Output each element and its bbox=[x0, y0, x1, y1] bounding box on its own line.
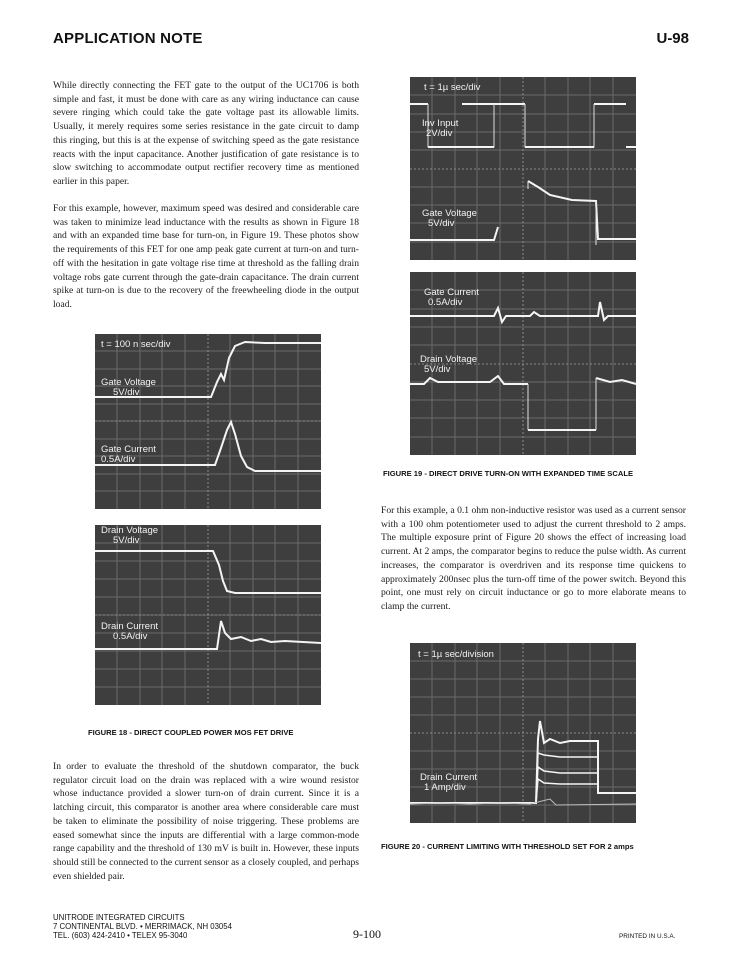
footer-address: 7 CONTINENTAL BLVD. • MERRIMACK, NH 03054 bbox=[53, 921, 232, 931]
paragraph-gate-connection: While directly connecting the FET gate to the output of the UC1706 is both simple and fast, it must be done with care as any wiring inductance can cause severe ringing which could take the gate voltage past its allowable limits. Usually, it merely requires some series resistance in the gate circuit to damp this ringing, but this is at the expense of switching speed as the gate resistance reacts with the input capacitance. Another justification of gate resistance is to slow switching to accommodate output rectifier recovery time as mentioned earlier in this paper. bbox=[53, 80, 359, 187]
page-number: 9-100 bbox=[353, 927, 381, 941]
figure19-bottom-ch2-name: Drain Voltage bbox=[420, 354, 478, 365]
header-code: U-98 bbox=[656, 30, 689, 47]
figure18-bottom-ch1-name: Drain Voltage bbox=[101, 525, 159, 536]
figure20-caption: FIGURE 20 - CURRENT LIMITING WITH THRESHOLD SET FOR 2 amps bbox=[381, 842, 634, 851]
figure18-top-traces bbox=[95, 334, 321, 509]
paragraph-threshold-evaluation: In order to evaluate the threshold of the shutdown comparator, the buck regulator circuit load on the drain was replaced with a wire wound resistor whose inductance provided a slower turn-on of drain current. Since it is a latching circuit, this comparator is another area where considerable care must be taken to eliminate the possibility of noise triggering. These problems are eased somewhat since the inputs are differential with a large common-mode range capability and the threshold of 130 mV is built in. However, these inputs should still be connected to the current sensor as a closely coupled, and perhaps even shielded pair. bbox=[53, 761, 359, 882]
figure18-caption: FIGURE 18 - DIRECT COUPLED POWER MOS FET DRIVE bbox=[88, 728, 294, 737]
figure20-scope bbox=[410, 643, 636, 823]
header-title: APPLICATION NOTE bbox=[53, 30, 203, 47]
paragraph-maximum-speed: For this example, however, maximum speed was desired and considerable care was taken to minimize lead inductance with the results as shown in Figure 18 and with an expanded time base for turn-on, in Figure 19. These photos show the requirements of this FET for one amp peak gate current at turn-on and turn-off with the hesitation in gate voltage rise time at threshold as the falling drain voltage robs gate current through the gate-drain capacitance. The drain current spike at turn-on is due to the recovery of the freewheeling diode in the output load. bbox=[53, 203, 359, 310]
figure20-timebase: t = 1µ sec/division bbox=[418, 649, 494, 660]
figure18-top-ch2-name: Gate Current bbox=[101, 444, 156, 455]
printed-in-usa: PRINTED IN U.S.A. bbox=[619, 933, 676, 940]
figure19-bottom-ch1-scale: 0.5A/div bbox=[428, 297, 463, 308]
figure19-caption: FIGURE 19 - DIRECT DRIVE TURN-ON WITH EXPANDED TIME SCALE bbox=[383, 469, 634, 478]
paragraph-current-sensor: For this example, a 0.1 ohm non-inductive resistor was used as a current sensor with a 100 ohm potentiometer used to adjust the current threshold to 2 amps. The multiple exposure print of Figure 20 shows the effect of increasing load current. At 2 amps, the comparator begins to reduce the pulse width. As current increases, the comparator is overdriven and its response time quickens to approximately 200nsec plus the turn-off time of the power switch. Beyond this point, one must rely on circuit inductance or go to more elaborate means to clamp the current. bbox=[381, 505, 686, 612]
figure20-ch1-scale: 1 Amp/div bbox=[424, 782, 466, 793]
figure18-bottom-ch2-scale: 0.5A/div bbox=[113, 631, 148, 642]
figure18-bottom-traces bbox=[95, 525, 321, 705]
figure19-top-ch2-name: Gate Voltage bbox=[422, 208, 477, 219]
figure20-traces bbox=[410, 643, 636, 823]
figure19-top-timebase: t = 1µ sec/div bbox=[424, 82, 481, 93]
footer-phone: TEL. (603) 424-2410 • TELEX 95-3040 bbox=[53, 930, 188, 940]
figure18-bottom-ch1-scale: 5V/div bbox=[113, 535, 140, 546]
figure18-top-scope bbox=[95, 334, 321, 509]
footer-address-block bbox=[53, 914, 232, 940]
figure18-bottom-ch2-name: Drain Current bbox=[101, 621, 159, 632]
figure19-top-scope bbox=[410, 77, 636, 260]
figure18-bottom-scope bbox=[95, 525, 321, 705]
figure19-top-ch1-name: Inv Input bbox=[422, 118, 459, 129]
footer-company: UNITRODE INTEGRATED CIRCUITS bbox=[53, 913, 185, 922]
figure19-top-ch2-scale: 5V/div bbox=[428, 218, 455, 229]
figure19-bottom-ch2-scale: 5V/div bbox=[424, 364, 451, 375]
figure20-ch1-name: Drain Current bbox=[420, 772, 478, 783]
figure18-top-timebase: t = 100 n sec/div bbox=[101, 339, 171, 350]
figure19-bottom-ch1-name: Gate Current bbox=[424, 287, 479, 298]
figure19-bottom-scope bbox=[410, 272, 636, 455]
figure18-top-ch2-scale: 0.5A/div bbox=[101, 454, 136, 465]
figure18-top-ch1-name: Gate Voltage bbox=[101, 377, 156, 388]
figure19-top-ch1-scale: 2V/div bbox=[426, 128, 453, 139]
figure18-top-ch1-scale: 5V/div bbox=[113, 387, 140, 398]
figure19-top-traces bbox=[410, 77, 636, 260]
